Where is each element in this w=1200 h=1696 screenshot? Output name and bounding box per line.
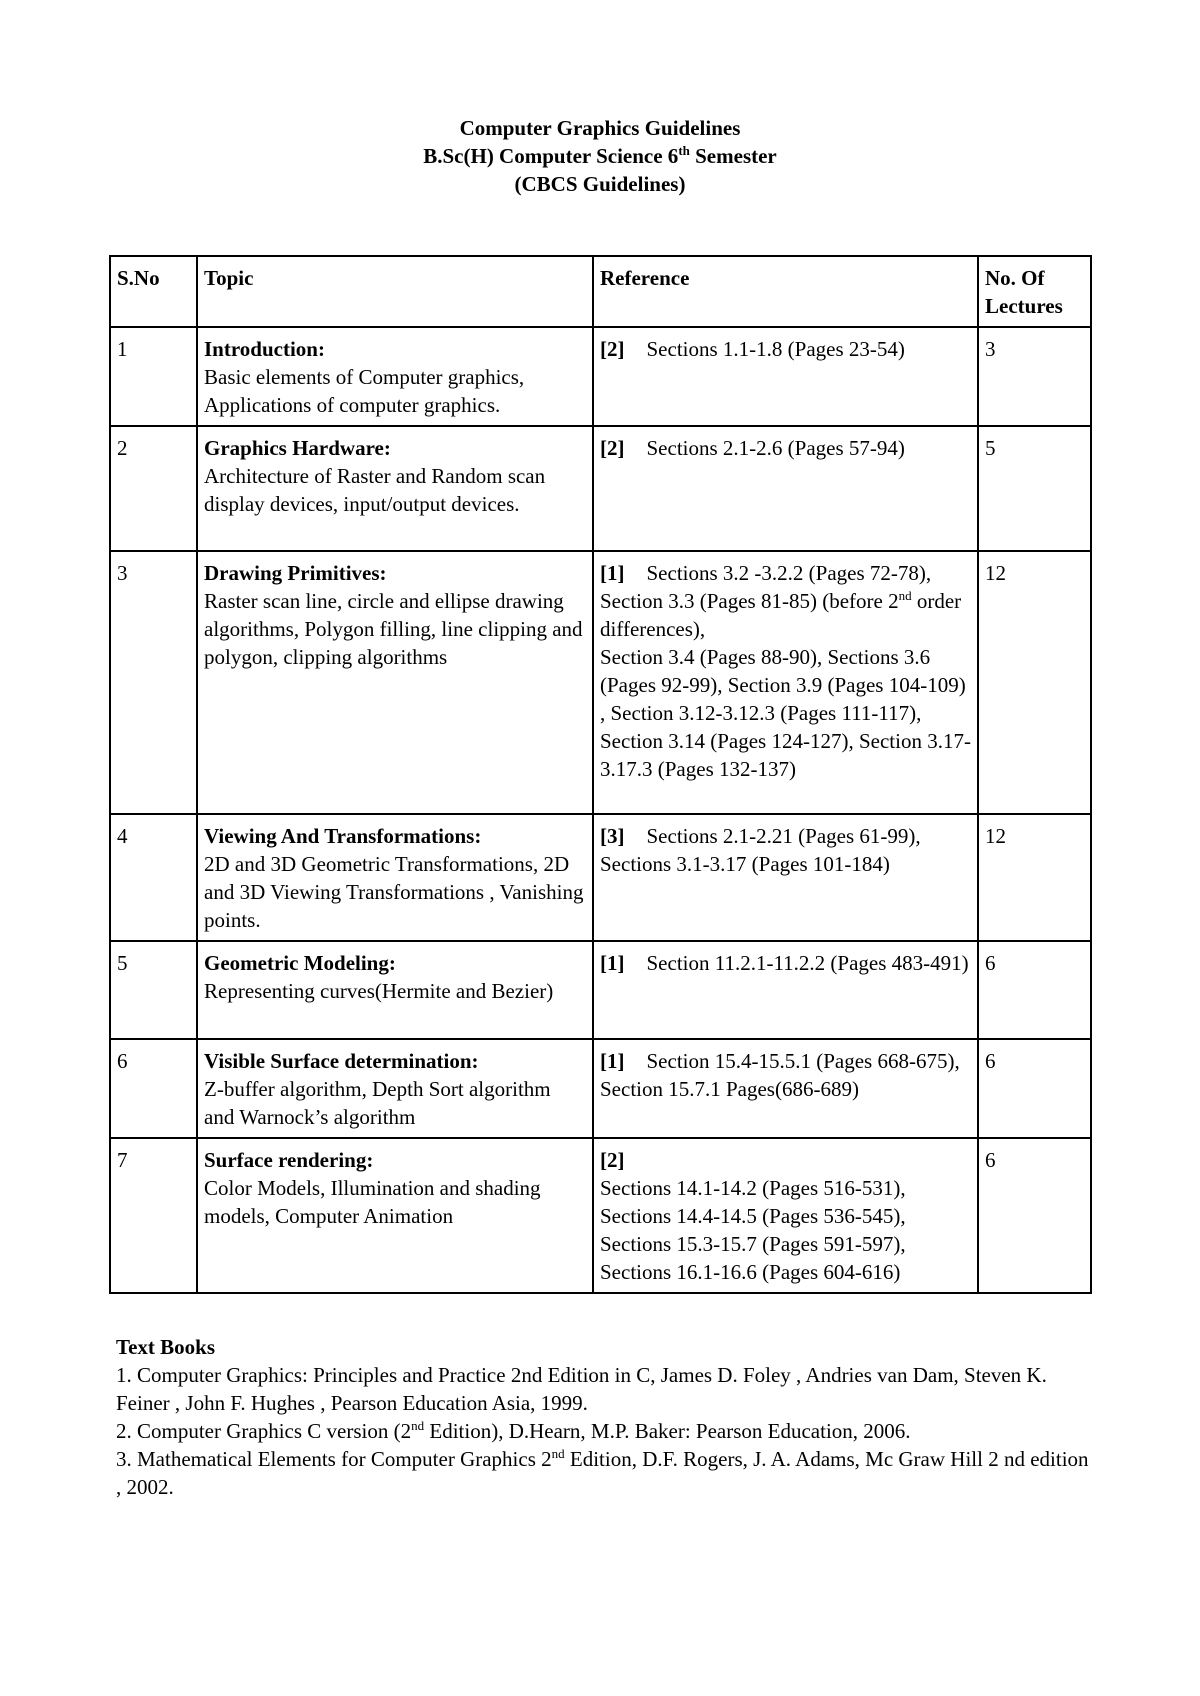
reference-line: Sections 16.1-16.6 (Pages 604-616) [600, 1260, 901, 1284]
table-row [110, 327, 1091, 426]
header-topic: Topic [197, 256, 593, 327]
reference-book-tag: [1] [600, 951, 625, 975]
cell-sno: 1 [110, 327, 197, 426]
reference-book-tag: [1] [600, 561, 625, 585]
text-book-2-title: 2. Computer Graphics C version (2 [116, 1419, 412, 1443]
reference-text-cont: order differences), [600, 589, 962, 641]
semester-word: Semester [689, 144, 777, 168]
cell-lectures: 5 [978, 426, 1091, 551]
header-reference: Reference [593, 256, 978, 327]
table-row [110, 941, 1091, 1039]
cell-topic [197, 1138, 593, 1293]
cell-reference [593, 814, 978, 941]
cell-topic [197, 327, 593, 426]
reference-text: Sections 2.1-2.21 (Pages 61-99), Sections 3.1-3.17 (Pages 101-184) [600, 824, 921, 876]
program-semester [0, 142, 1200, 170]
reference-text: Section 11.2.1-11.2.2 (Pages 483-491) [646, 951, 969, 975]
text-books-title: Text Books [116, 1335, 216, 1359]
cell-topic [197, 551, 593, 814]
table-header-row [110, 256, 1091, 327]
table-row [110, 1138, 1091, 1293]
topic-description: Basic elements of Computer graphics, Applications of computer graphics. [204, 365, 525, 417]
topic-title: Surface rendering: [204, 1148, 374, 1172]
cell-reference [593, 1039, 978, 1138]
cell-topic [197, 941, 593, 1039]
cell-lectures: 6 [978, 941, 1091, 1039]
cell-reference [593, 1138, 978, 1293]
table-row [110, 426, 1091, 551]
topic-title: Graphics Hardware: [204, 436, 391, 460]
topic-title: Introduction: [204, 337, 325, 361]
cell-sno: 5 [110, 941, 197, 1039]
topic-description: Architecture of Raster and Random scan display devices, input/output devices. [204, 464, 546, 516]
cell-lectures: 6 [978, 1138, 1091, 1293]
reference-book-tag: [2] [600, 1148, 625, 1172]
header-sno: S.No [110, 256, 197, 327]
text-book-2 [116, 1417, 1096, 1445]
topic-description: Z-buffer algorithm, Depth Sort algorithm and Warnock’s algorithm [204, 1077, 551, 1129]
topic-description: 2D and 3D Geometric Transformations, 2D and 3D Viewing Transformations , Vanishing points. [204, 852, 584, 932]
topic-title: Geometric Modeling: [204, 951, 396, 975]
text-book-3-details: Edition, D.F. Rogers, J. A. Adams, Mc Graw Hill 2 nd edition , 2002. [116, 1447, 1089, 1499]
cell-sno: 4 [110, 814, 197, 941]
reference-text: Section 15.4-15.5.1 (Pages 668-675), Section 15.7.1 Pages(686-689) [600, 1049, 960, 1101]
guidelines-subtitle: (CBCS Guidelines) [514, 172, 686, 196]
text-book-3 [116, 1445, 1096, 1501]
table-row [110, 551, 1091, 814]
syllabus-table [109, 255, 1092, 1294]
cell-sno: 6 [110, 1039, 197, 1138]
reference-text: Sections 1.1-1.8 (Pages 23-54) [646, 337, 905, 361]
table-row [110, 1039, 1091, 1138]
ordinal-suffix: nd [411, 1418, 425, 1433]
reference-line: Sections 14.4-14.5 (Pages 536-545), [600, 1204, 906, 1228]
text-book-1: 1. Computer Graphics: Principles and Practice 2nd Edition in C, James D. Foley , Andries van Dam, Steven K. Feiner , John F. Hughes , Pearson Education Asia, 1999. [116, 1363, 1047, 1415]
program-semester-text: B.Sc(H) Computer Science 6 [423, 144, 679, 168]
cell-topic [197, 1039, 593, 1138]
reference-book-tag: [1] [600, 1049, 625, 1073]
topic-title: Viewing And Transformations: [204, 824, 482, 848]
reference-line: Sections 15.3-15.7 (Pages 591-597), [600, 1232, 906, 1256]
text-book-3-title: 3. Mathematical Elements for Computer Graphics 2 [116, 1447, 552, 1471]
cell-sno: 3 [110, 551, 197, 814]
reference-text: Sections 3.2 -3.2.2 (Pages 72-78), Section 3.3 (Pages 81-85) (before 2 [600, 561, 932, 613]
table-row [110, 814, 1091, 941]
cell-reference [593, 426, 978, 551]
ordinal-suffix: nd [551, 1446, 565, 1461]
topic-title: Visible Surface determination: [204, 1049, 479, 1073]
topic-title: Drawing Primitives: [204, 561, 387, 585]
text-book-2-details: Edition), D.Hearn, M.P. Baker: Pearson Education, 2006. [424, 1419, 911, 1443]
cell-topic [197, 426, 593, 551]
header-lectures: No. Of Lectures [978, 256, 1091, 327]
cell-reference [593, 941, 978, 1039]
cell-lectures: 3 [978, 327, 1091, 426]
reference-book-tag: [2] [600, 436, 625, 460]
reference-line: Sections 14.1-14.2 (Pages 516-531), [600, 1176, 906, 1200]
cell-sno: 2 [110, 426, 197, 551]
cell-topic [197, 814, 593, 941]
ordinal-suffix: nd [898, 588, 912, 603]
cell-reference [593, 327, 978, 426]
reference-book-tag: [2] [600, 337, 625, 361]
topic-description: Raster scan line, circle and ellipse drawing algorithms, Polygon filling, line clipping and polygon, clipping algorithms [204, 589, 583, 669]
document-heading [0, 114, 1200, 198]
cell-reference [593, 551, 978, 814]
cell-lectures: 12 [978, 551, 1091, 814]
cell-lectures: 12 [978, 814, 1091, 941]
semester-ordinal-suffix: th [678, 143, 690, 158]
reference-text: Sections 2.1-2.6 (Pages 57-94) [646, 436, 905, 460]
reference-text-more: Section 3.4 (Pages 88-90), Sections 3.6 (Pages 92-99), Section 3.9 (Pages 104-109) , Section 3.12-3.12.3 (Pages 111-117), Section 3.14 (Pages 124-127), Section 3.17-3.17.3 (Pages 132-137) [600, 645, 971, 781]
cell-lectures: 6 [978, 1039, 1091, 1138]
cell-sno: 7 [110, 1138, 197, 1293]
topic-description: Color Models, Illumination and shading models, Computer Animation [204, 1176, 541, 1228]
course-title: Computer Graphics Guidelines [459, 116, 741, 140]
topic-description: Representing curves(Hermite and Bezier) [204, 979, 554, 1003]
reference-book-tag: [3] [600, 824, 625, 848]
text-books-section [116, 1333, 1096, 1501]
